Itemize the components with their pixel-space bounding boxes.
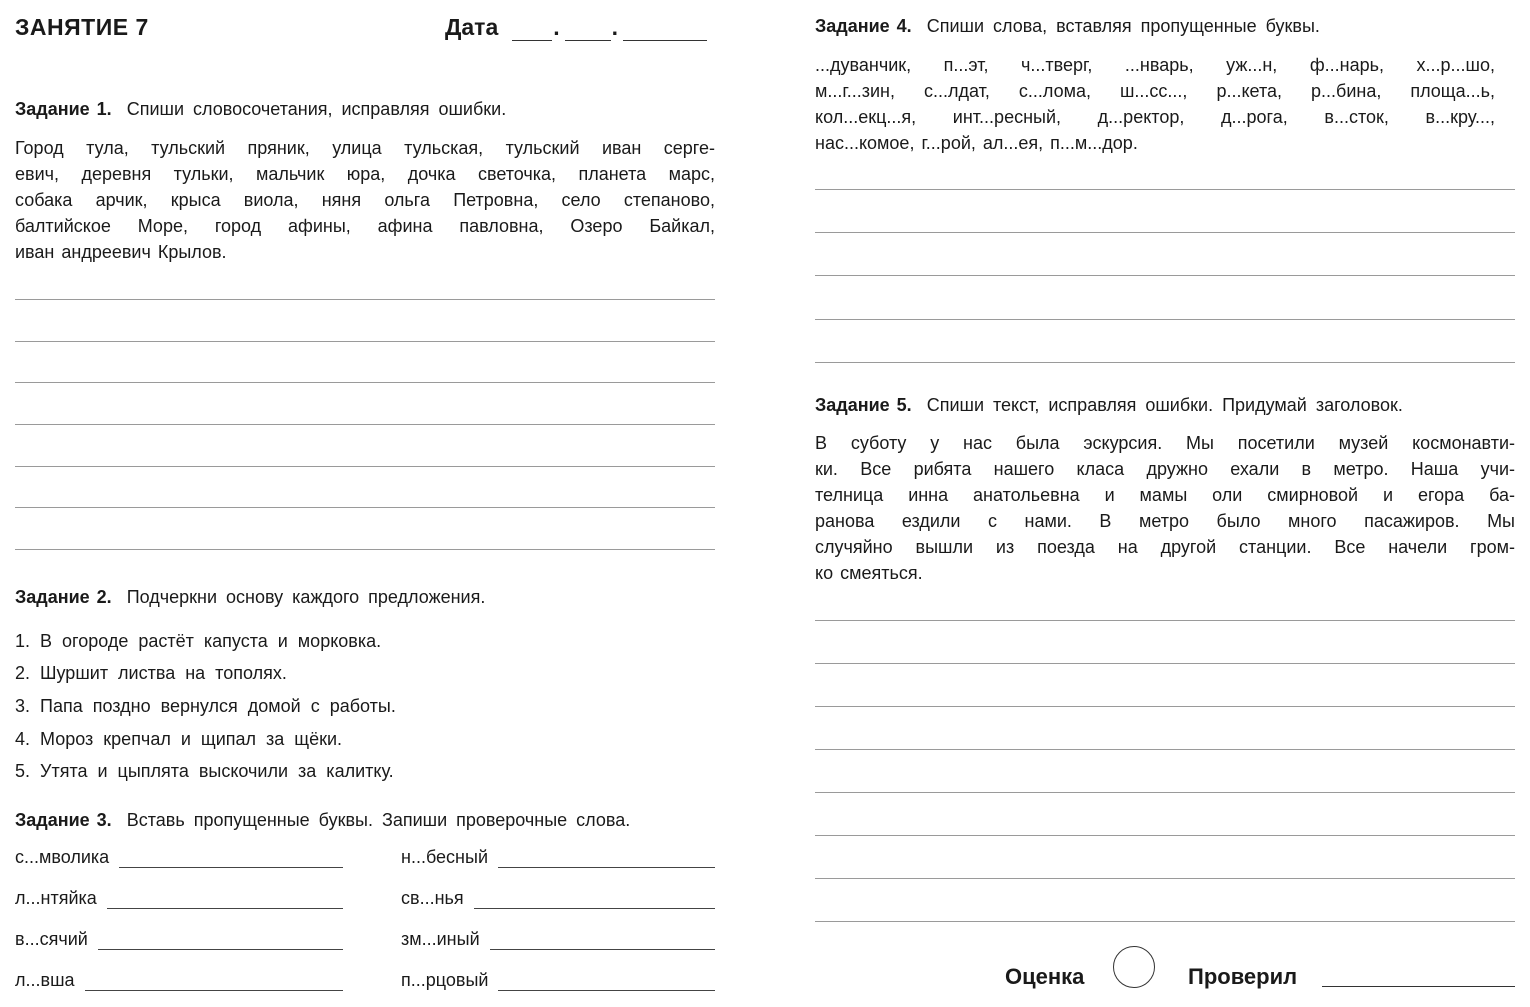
writing-line[interactable] — [815, 706, 1515, 707]
task1-number: Задание 1. — [15, 99, 112, 119]
task2-number: Задание 2. — [15, 587, 112, 607]
answer-blank[interactable] — [85, 972, 343, 991]
writing-line[interactable] — [815, 749, 1515, 750]
checked-label: Проверил — [1188, 964, 1298, 989]
task3-word-row[interactable] — [401, 847, 715, 868]
writing-line[interactable] — [815, 835, 1515, 836]
task3-word: п...рцовый — [401, 970, 489, 990]
writing-line[interactable] — [815, 362, 1515, 363]
task1-line: собака арчик, крыса виола, няня ольга Петровна, село степаново, — [15, 190, 715, 210]
task5-line: случяйно вышли из поезда на другой станции. Все начели гром- — [815, 537, 1515, 557]
answer-blank[interactable] — [107, 890, 343, 909]
task1-line: иван андреевич Крылов. — [15, 242, 227, 262]
date-year-blank[interactable] — [623, 18, 707, 41]
task4-heading — [815, 16, 1320, 37]
writing-line[interactable] — [815, 792, 1515, 793]
task5-text — [815, 430, 1515, 586]
writing-line[interactable] — [15, 466, 715, 467]
answer-blank[interactable] — [490, 931, 715, 950]
task2-sentence[interactable]: 3. Папа поздно вернулся домой с работы. — [15, 696, 396, 716]
task1-text — [15, 135, 715, 265]
writing-line[interactable] — [815, 620, 1515, 621]
task2-sentence[interactable]: 5. Утята и цыплята выскочили за калитку. — [15, 761, 394, 781]
task3-word-row[interactable] — [15, 929, 343, 950]
task3-word: с...мволика — [15, 847, 110, 867]
task3-word-row[interactable] — [15, 847, 343, 868]
writing-line[interactable] — [815, 319, 1515, 320]
task5-line: ки. Все рибята нашего класа дружно ехали в метро. Наша учи- — [815, 459, 1515, 479]
date-day-blank[interactable] — [512, 18, 552, 41]
task5-number: Задание 5. — [815, 395, 912, 415]
task4-number: Задание 4. — [815, 16, 912, 36]
task3-word: в...сячий — [15, 929, 88, 949]
task2-sentence[interactable]: 2. Шуршит листва на тополях. — [15, 663, 287, 683]
answer-blank[interactable] — [498, 849, 715, 868]
task3-word: н...бесный — [401, 847, 488, 867]
task4-line: м...г...зин, с...лдат, с...лома, ш...сс..., р...кета, р...бина, площа...ь, — [815, 81, 1495, 101]
answer-blank[interactable] — [119, 849, 343, 868]
task4-line: нас...комое, г...рой, ал...ея, п...м...дор. — [815, 133, 1138, 153]
answer-blank[interactable] — [474, 890, 715, 909]
task1-instruction: Спиши словосочетания, исправляя ошибки. — [126, 99, 507, 119]
task3-word-row[interactable] — [401, 970, 715, 991]
task3-word: л...нтяйка — [15, 888, 97, 908]
grade-label: Оценка — [1005, 964, 1085, 989]
task5-instruction: Спиши текст, исправляя ошибки. Придумай заголовок. — [926, 395, 1403, 415]
task4-instruction: Спиши слова, вставляя пропущенные буквы. — [926, 16, 1320, 36]
task2-sentence[interactable]: 1. В огороде растёт капуста и морковка. — [15, 631, 382, 651]
writing-line[interactable] — [815, 232, 1515, 233]
task1-line: балтийское Море, город афины, афина павловна, Озеро Байкал, — [15, 216, 715, 236]
writing-line[interactable] — [15, 424, 715, 425]
writing-line[interactable] — [15, 382, 715, 383]
writing-line[interactable] — [815, 189, 1515, 190]
grade-circle[interactable] — [1113, 946, 1155, 988]
task3-word: св...нья — [401, 888, 464, 908]
answer-blank[interactable] — [498, 972, 715, 991]
task3-word-row[interactable] — [401, 888, 715, 909]
task3-word: зм...иный — [401, 929, 480, 949]
writing-line[interactable] — [15, 507, 715, 508]
task2-sentence[interactable]: 4. Мороз крепчал и щипал за щёки. — [15, 729, 343, 749]
task5-line: В суботу у нас была эскурсия. Мы посетили музей космонавти- — [815, 433, 1515, 453]
task3-word-row[interactable] — [15, 970, 343, 991]
task4-line: ...дуванчик, п...эт, ч...тверг, ...нварь, уж...н, ф...нарь, х...р...шо, — [815, 55, 1495, 75]
date-separator: . — [553, 14, 560, 40]
writing-line[interactable] — [815, 921, 1515, 922]
task3-instruction: Вставь пропущенные буквы. Запиши проверочные слова. — [126, 810, 631, 830]
task1-heading — [15, 99, 506, 120]
task5-line: телница инна анатольевна и мамы оли смирновой и егора ба- — [815, 485, 1515, 505]
lesson-title: ЗАНЯТИЕ 7 — [15, 14, 149, 40]
date-month-blank[interactable] — [565, 18, 611, 41]
writing-line[interactable] — [15, 549, 715, 550]
checked-signature-blank[interactable] — [1322, 986, 1515, 987]
date-field[interactable] — [445, 14, 707, 41]
writing-line[interactable] — [815, 275, 1515, 276]
task4-line: кол...екц...я, инт...ресный, д...ректор, д...рога, в...сток, в...кру..., — [815, 107, 1495, 127]
writing-line[interactable] — [815, 878, 1515, 879]
task2-instruction: Подчеркни основу каждого предложения. — [126, 587, 486, 607]
task5-line: ко смеяться. — [815, 563, 923, 583]
answer-blank[interactable] — [98, 931, 343, 950]
task3-heading — [15, 810, 630, 831]
task1-line: Город тула, тульский пряник, улица тульская, тульский иван серге- — [15, 138, 715, 158]
task2-heading — [15, 587, 485, 608]
task4-text — [815, 52, 1495, 156]
task3-word: л...вша — [15, 970, 75, 990]
task1-line: евич, деревня тульки, мальчик юра, дочка светочка, планета марс, — [15, 164, 715, 184]
writing-line[interactable] — [15, 299, 715, 300]
task5-heading — [815, 395, 1403, 416]
writing-line[interactable] — [815, 663, 1515, 664]
date-separator: . — [611, 14, 619, 40]
task5-line: ранова ездили с нами. В метро было много пасажиров. Мы — [815, 511, 1515, 531]
task3-word-row[interactable] — [15, 888, 343, 909]
task3-number: Задание 3. — [15, 810, 112, 830]
date-label: Дата — [445, 14, 499, 40]
writing-line[interactable] — [15, 341, 715, 342]
task3-word-row[interactable] — [401, 929, 715, 950]
